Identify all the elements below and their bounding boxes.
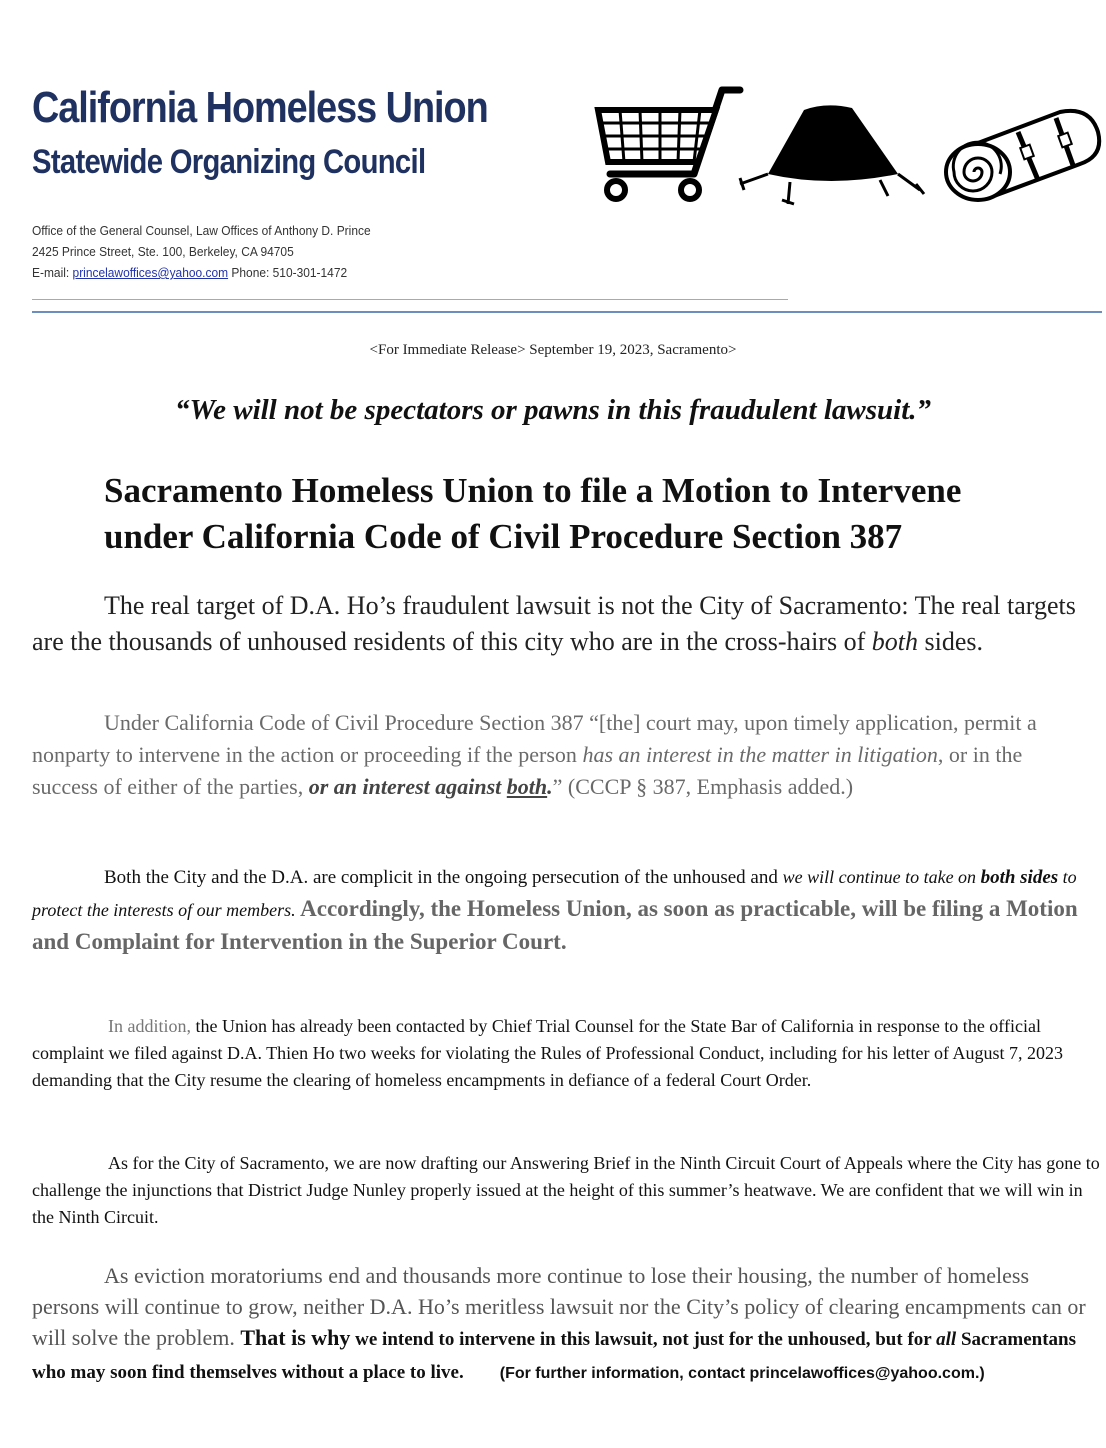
p4-lead: In addition, xyxy=(108,1016,191,1036)
office-line-2: 2425 Prince Street, Ste. 100, Berkeley, CA 94705 xyxy=(32,244,294,259)
p3-bold-italic: both sides xyxy=(980,867,1059,888)
headline-line-2: under California Code of Civil Procedure Section 387 xyxy=(104,517,903,556)
p2-text-mid: , or in the success of either of the parties, xyxy=(32,742,1023,799)
divider-grey xyxy=(32,299,788,300)
p3-announcement: Accordingly, the Homeless Union, as soon as practicable, will be filing a Motion and Complaint for Intervention in the Superior Court. xyxy=(32,896,1078,954)
tent-icon xyxy=(730,96,930,211)
paragraph-3 xyxy=(32,862,1082,959)
p2-citation: ” (CCCP § 387, Emphasis added.) xyxy=(552,774,854,799)
p6-bold-text: we intend to intervene in this lawsuit, not just for the unhoused, but for xyxy=(350,1329,937,1350)
p1-text: The real target of D.A. Ho’s fraudulent lawsuit is not the City of Sacramento: The real targets are the thousands of unhoused residents of this city who are in the cross-hairs of xyxy=(32,591,1076,656)
p6-bold-italic: all xyxy=(936,1329,957,1350)
office-line-1: Office of the General Counsel, Law Offices of Anthony D. Prince xyxy=(32,223,371,238)
bedroll-icon xyxy=(940,106,1106,206)
p2-bold-italic: or an interest against xyxy=(308,774,507,799)
paragraph-1 xyxy=(32,588,1092,660)
p2-text: Under California Code of Civil Procedure Section 387 “[the] court may, upon timely application, permit a nonparty to intervene in the action or proceeding if the person xyxy=(32,710,1037,767)
shopping-cart-icon xyxy=(590,78,750,208)
p1-text-end: sides. xyxy=(917,627,983,656)
p2-period: . xyxy=(547,774,553,799)
paragraph-4 xyxy=(32,1013,1100,1094)
p6-bold-end: Sacramentans who may soon find themselves without a place to live. xyxy=(32,1329,1076,1383)
p3-italic-end: to protect the interests of our members. xyxy=(32,867,1077,920)
p5-text: As for the City of Sacramento, we are now drafting our Answering Brief in the Ninth Circuit Court of Appeals where the City has gone to challenge the injunctions that District Judge Nunley properly issued at the height of this summer’s heatwave. We are confident that we will win in the Ninth Circuit. xyxy=(32,1153,1100,1227)
email-link[interactable]: princelawoffices@yahoo.com xyxy=(72,265,229,280)
office-line-3 xyxy=(32,262,371,283)
p1-emphasis: both xyxy=(871,627,918,656)
release-line: <For Immediate Release> September 19, 2023, Sacramento> xyxy=(369,342,737,358)
paragraph-6 xyxy=(32,1260,1092,1389)
org-subtitle: Statewide Organizing Council xyxy=(32,143,426,181)
phone-label: Phone: xyxy=(231,265,270,280)
pull-quote: “We will not be spectators or pawns in this fraudulent lawsuit.” xyxy=(174,394,932,426)
paragraph-2 xyxy=(32,707,1072,803)
contact-note: (For further information, contact princelawoffices@yahoo.com.) xyxy=(499,1365,985,1382)
headline-line-1: Sacramento Homeless Union to file a Motion to Intervene xyxy=(104,471,962,510)
headline xyxy=(104,468,1094,560)
p3-italic: we will continue to take on xyxy=(782,867,981,887)
p6-text: As eviction moratoriums end and thousands more continue to lose their housing, the number of homeless persons will continue to grow, neither D.A. Ho’s meritless lawsuit nor the City’s policy of clearing encampments can or will solve the problem. xyxy=(32,1263,1086,1350)
p2-underline: both xyxy=(506,774,548,799)
phone-number: 510-301-1472 xyxy=(272,265,348,280)
p4-text: the Union has already been contacted by Chief Trial Counsel for the State Bar of California in response to the official complaint we filed against D.A. Thien Ho two weeks for violating the Rules of Professional Conduct, including for his letter of August 7, 2023 demanding that the City resume the clearing of homeless encampments in defiance of a federal Court Order. xyxy=(32,1016,1064,1090)
p3-text: Both the City and the D.A. are complicit in the ongoing persecution of the unhoused and xyxy=(104,867,783,888)
org-name: California Homeless Union xyxy=(32,83,488,132)
office-address xyxy=(32,220,371,283)
email-label: E-mail: xyxy=(32,265,70,280)
p2-italic: has an interest in the matter in litigation xyxy=(582,742,938,767)
divider-blue xyxy=(32,311,1102,313)
paragraph-5 xyxy=(32,1150,1100,1231)
p6-bold: That is why xyxy=(240,1325,351,1350)
